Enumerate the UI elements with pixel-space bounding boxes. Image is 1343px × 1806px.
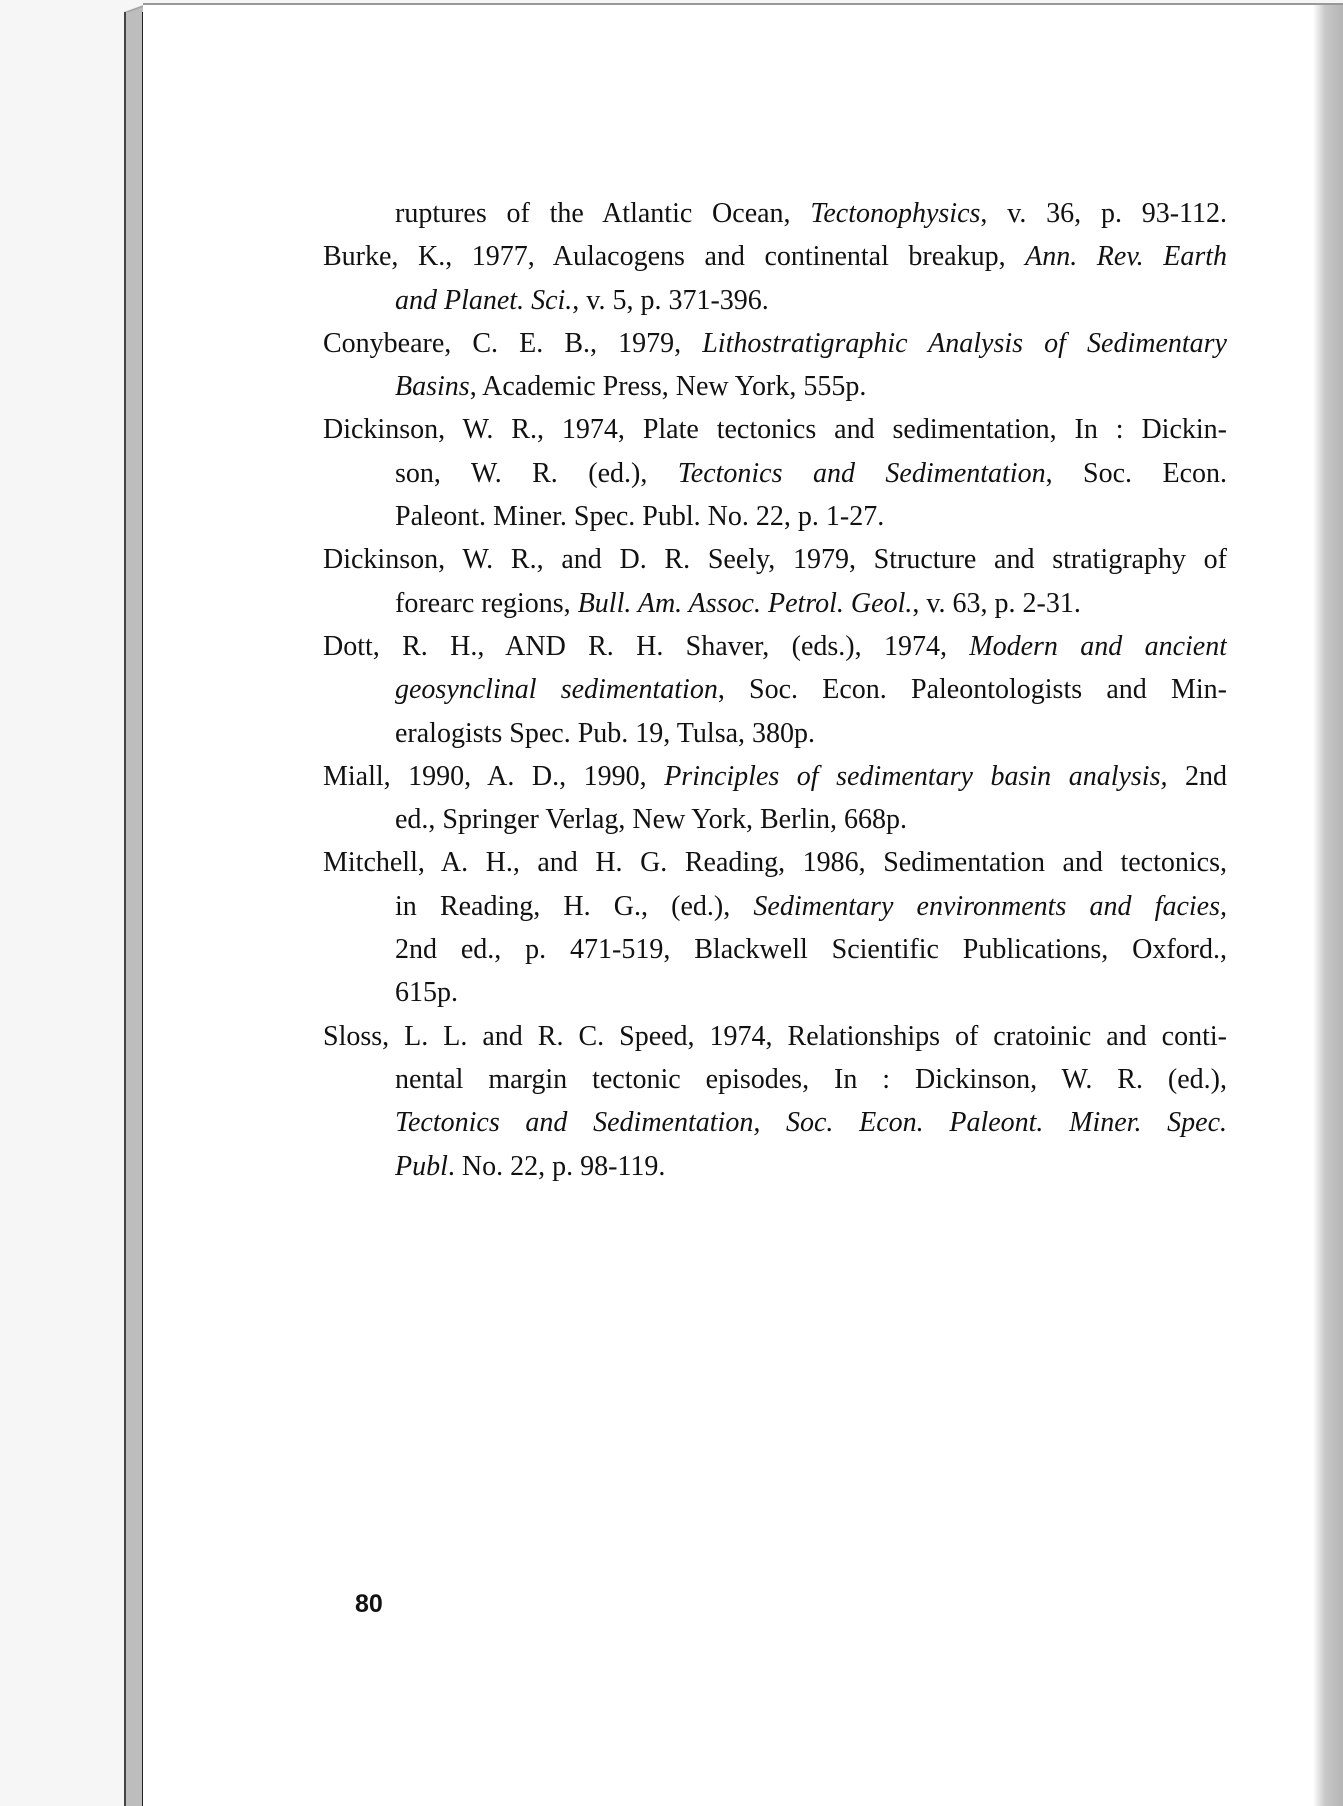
- reference-line: [395, 1058, 1227, 1101]
- reference-line: [395, 712, 1227, 755]
- reference-text: son, W. R. (ed.),: [395, 457, 678, 489]
- italic-title-text: Tectonics and Sedimentation, Soc. Econ. Paleont. Miner. Spec.: [395, 1107, 1227, 1139]
- reference-text: in Reading, H. G., (ed.),: [395, 890, 754, 922]
- reference-text: , v. 63, p. 2-31.: [912, 587, 1081, 619]
- reference-line: [323, 235, 1227, 278]
- reference-line: [395, 452, 1227, 495]
- reference-line: [323, 408, 1227, 451]
- page-number: 80: [355, 1590, 383, 1618]
- italic-title-text: Ann. Rev. Earth: [1025, 241, 1227, 273]
- reference-line: [395, 928, 1227, 971]
- page-edge-shadow: [1313, 5, 1343, 1806]
- reference-text: , Academic Press, New York, 555p.: [469, 371, 867, 403]
- reference-text: , v. 5, p. 371-396.: [572, 284, 769, 316]
- italic-title-text: and Planet. Sci.: [395, 284, 573, 316]
- reference-text: forearc regions,: [395, 587, 578, 619]
- reference-line: [323, 625, 1227, 668]
- reference-entry: [323, 625, 1227, 755]
- reference-line: [323, 322, 1227, 365]
- reference-line: [395, 192, 1227, 235]
- reference-line: [395, 798, 1227, 841]
- reference-text: 2nd ed., p. 471-519, Blackwell Scientific Publications, Oxford.,: [395, 934, 1227, 966]
- italic-title-text: Lithostratigraphic Analysis of Sedimentary: [702, 327, 1227, 359]
- italic-title-text: Publ: [395, 1150, 448, 1182]
- reference-entry: [323, 1015, 1227, 1188]
- reference-entry: [323, 192, 1227, 235]
- reference-list: [323, 192, 1227, 1188]
- italic-title-text: Bull. Am. Assoc. Petrol. Geol.: [577, 587, 913, 619]
- reference-text: , v. 36, p. 93-112.: [980, 198, 1227, 229]
- reference-line: [395, 582, 1227, 625]
- reference-entry: [323, 408, 1227, 538]
- reference-text: Dickinson, W. R., and D. R. Seely, 1979, Structure and stratigraphy of: [323, 544, 1227, 576]
- italic-title-text: Basins: [395, 371, 470, 403]
- reference-text: , Soc. Econ.: [1045, 457, 1227, 489]
- italic-title-text: Sedimentary environments and facies,: [753, 890, 1227, 922]
- italic-title-text: Principles of sedimentary basin analysis,: [664, 760, 1168, 792]
- reference-line: [395, 1101, 1227, 1144]
- italic-title-text: Tectonophysics: [810, 198, 981, 229]
- reference-text: Miall, 1990, A. D., 1990,: [323, 760, 665, 792]
- reference-text: ed., Springer Verlag, New York, Berlin, 668p.: [395, 804, 907, 836]
- reference-text: Dickinson, W. R., 1974, Plate tectonics and sedimentation, In : Dickin-: [323, 414, 1227, 446]
- italic-title-text: geosynclinal sedimentation: [395, 674, 718, 706]
- book-spine: [124, 12, 143, 1806]
- reference-text: Dott, R. H., AND R. H. Shaver, (eds.), 1974,: [323, 630, 970, 662]
- reference-line: [323, 538, 1227, 581]
- reference-entry: [323, 538, 1227, 625]
- reference-entry: [323, 755, 1227, 842]
- reference-text: Conybeare, C. E. B., 1979,: [323, 327, 703, 359]
- reference-text: Mitchell, A. H., and H. G. Reading, 1986, Sedimentation and tectonics,: [323, 847, 1227, 879]
- reference-text: . No. 22, p. 98-119.: [447, 1150, 666, 1182]
- reference-line: [395, 971, 1227, 1014]
- reference-text: Burke, K., 1977, Aulacogens and continental breakup,: [323, 241, 1026, 273]
- reference-text: eralogists Spec. Pub. 19, Tulsa, 380p.: [395, 717, 816, 749]
- reference-line: [323, 1015, 1227, 1058]
- reference-line: [395, 495, 1227, 538]
- reference-text: Paleont. Miner. Spec. Publ. No. 22, p. 1-27.: [395, 501, 885, 533]
- reference-line: [395, 1145, 1227, 1188]
- reference-text: 2nd: [1167, 760, 1227, 792]
- reference-entry: [323, 235, 1227, 322]
- reference-line: [323, 755, 1227, 798]
- reference-line: [395, 365, 1227, 408]
- reference-text: , Soc. Econ. Paleontologists and Min-: [717, 674, 1227, 706]
- reference-line: [395, 668, 1227, 711]
- reference-text: 615p.: [395, 977, 458, 1009]
- reference-text: nental margin tectonic episodes, In : Dickinson, W. R. (ed.),: [395, 1063, 1227, 1095]
- italic-title-text: Tectonics and Sedimentation: [677, 457, 1046, 489]
- reference-line: [323, 841, 1227, 884]
- reference-text: ruptures of the Atlantic Ocean,: [395, 198, 811, 229]
- reference-line: [395, 279, 1227, 322]
- reference-text: Sloss, L. L. and R. C. Speed, 1974, Relationships of cratoinic and conti-: [323, 1020, 1227, 1052]
- reference-entry: [323, 322, 1227, 409]
- italic-title-text: Modern and ancient: [969, 630, 1227, 662]
- reference-entry: [323, 841, 1227, 1014]
- reference-line: [395, 885, 1227, 928]
